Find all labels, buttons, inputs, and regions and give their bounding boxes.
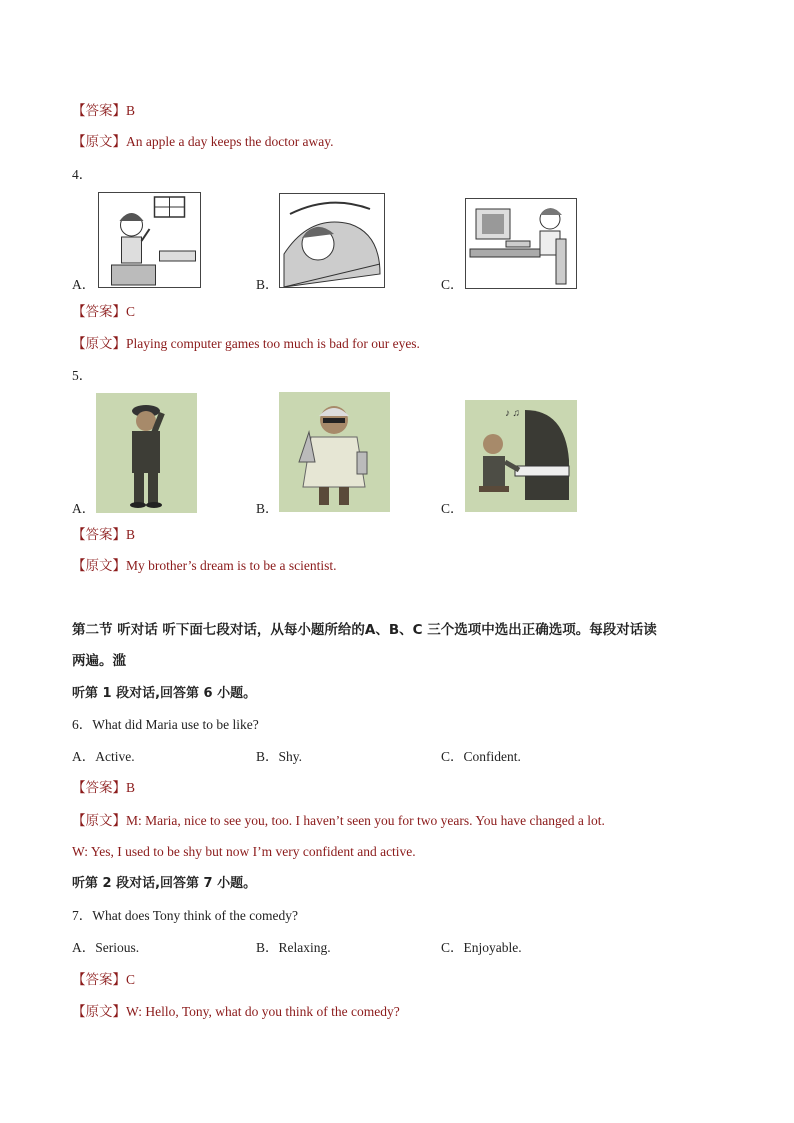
q5-answer: B — [126, 527, 136, 542]
q3-answer-line — [72, 102, 135, 120]
q4-source-line — [72, 335, 420, 353]
q6-question: 6．What did Maria use to be like? — [72, 717, 259, 732]
boy-sleeping-image — [279, 193, 385, 288]
q5-source: My brother’s dream is to be a scientist. — [126, 558, 337, 573]
q5-option-b: B． — [256, 501, 279, 516]
q6-answer-line — [72, 779, 135, 797]
dialog1-heading: 听第 1 段对话,回答第 6 小题。 — [72, 686, 257, 701]
q6-option-a: A．Active. — [72, 749, 135, 764]
q6-option-c: C．Confident. — [441, 749, 521, 764]
source-tag: 【原文】 — [72, 336, 126, 351]
q3-source-line — [72, 133, 334, 151]
q7-source: W: Hello, Tony, what do you think of the comedy? — [126, 1004, 400, 1019]
q7-answer: C — [126, 972, 136, 987]
q7-option-c: C．Enjoyable. — [441, 940, 522, 955]
q7-source-line — [72, 1003, 400, 1021]
q3-answer: B — [126, 103, 136, 118]
q7-question: 7．What does Tony think of the comedy? — [72, 908, 299, 923]
answer-tag: 【答案】 — [72, 304, 126, 319]
q7-option-b: B．Relaxing. — [256, 940, 331, 955]
section2-heading-line2: 两遍。滥 — [72, 653, 126, 669]
girl-at-computer-image — [465, 198, 577, 289]
q4-option-a: A． — [72, 277, 96, 292]
q5-source-line — [72, 557, 336, 575]
svg-text:♪ ♫: ♪ ♫ — [505, 408, 520, 419]
q6-source-line1 — [72, 812, 605, 830]
q5-answer-line — [72, 526, 135, 544]
answer-tag: 【答案】 — [72, 527, 126, 542]
q5-option-a: A． — [72, 501, 96, 516]
q4-answer: C — [126, 304, 136, 319]
answer-tag: 【答案】 — [72, 103, 126, 118]
answer-tag: 【答案】 — [72, 972, 126, 987]
q4-number: 4． — [72, 167, 93, 182]
policeman-image — [96, 393, 197, 513]
q6-source-line2: W: Yes, I used to be shy but now I’m very confident and active. — [72, 844, 416, 859]
scientist-image — [279, 392, 390, 512]
pianist-image — [465, 400, 577, 512]
q4-answer-line — [72, 303, 135, 321]
section2-heading-line1: 第二节 听对话 听下面七段对话，从每小题所给的A、B、C 三个选项中选出正确选项。每段对话读 — [72, 622, 657, 638]
q3-source: An apple a day keeps the doctor away. — [126, 134, 334, 149]
q4-option-c: C． — [441, 277, 464, 292]
q6-option-b: B．Shy. — [256, 749, 303, 764]
q4-source: Playing computer games too much is bad for our eyes. — [126, 336, 420, 351]
dialog2-heading: 听第 2 段对话,回答第 7 小题。 — [72, 876, 257, 891]
source-tag: 【原文】 — [72, 1004, 126, 1019]
q6-source-1: M: Maria, nice to see you, too. I haven’t seen you for two years. You have changed a lot. — [126, 813, 605, 828]
girl-brushing-teeth-image — [98, 192, 201, 288]
q4-option-b: B． — [256, 277, 279, 292]
answer-tag: 【答案】 — [72, 780, 126, 795]
q5-number: 5． — [72, 368, 93, 383]
source-tag: 【原文】 — [72, 558, 126, 573]
q5-option-c: C． — [441, 501, 464, 516]
source-tag: 【原文】 — [72, 813, 126, 828]
q7-option-a: A．Serious. — [72, 940, 140, 955]
q7-answer-line — [72, 971, 135, 989]
source-tag: 【原文】 — [72, 134, 126, 149]
q6-answer: B — [126, 780, 136, 795]
